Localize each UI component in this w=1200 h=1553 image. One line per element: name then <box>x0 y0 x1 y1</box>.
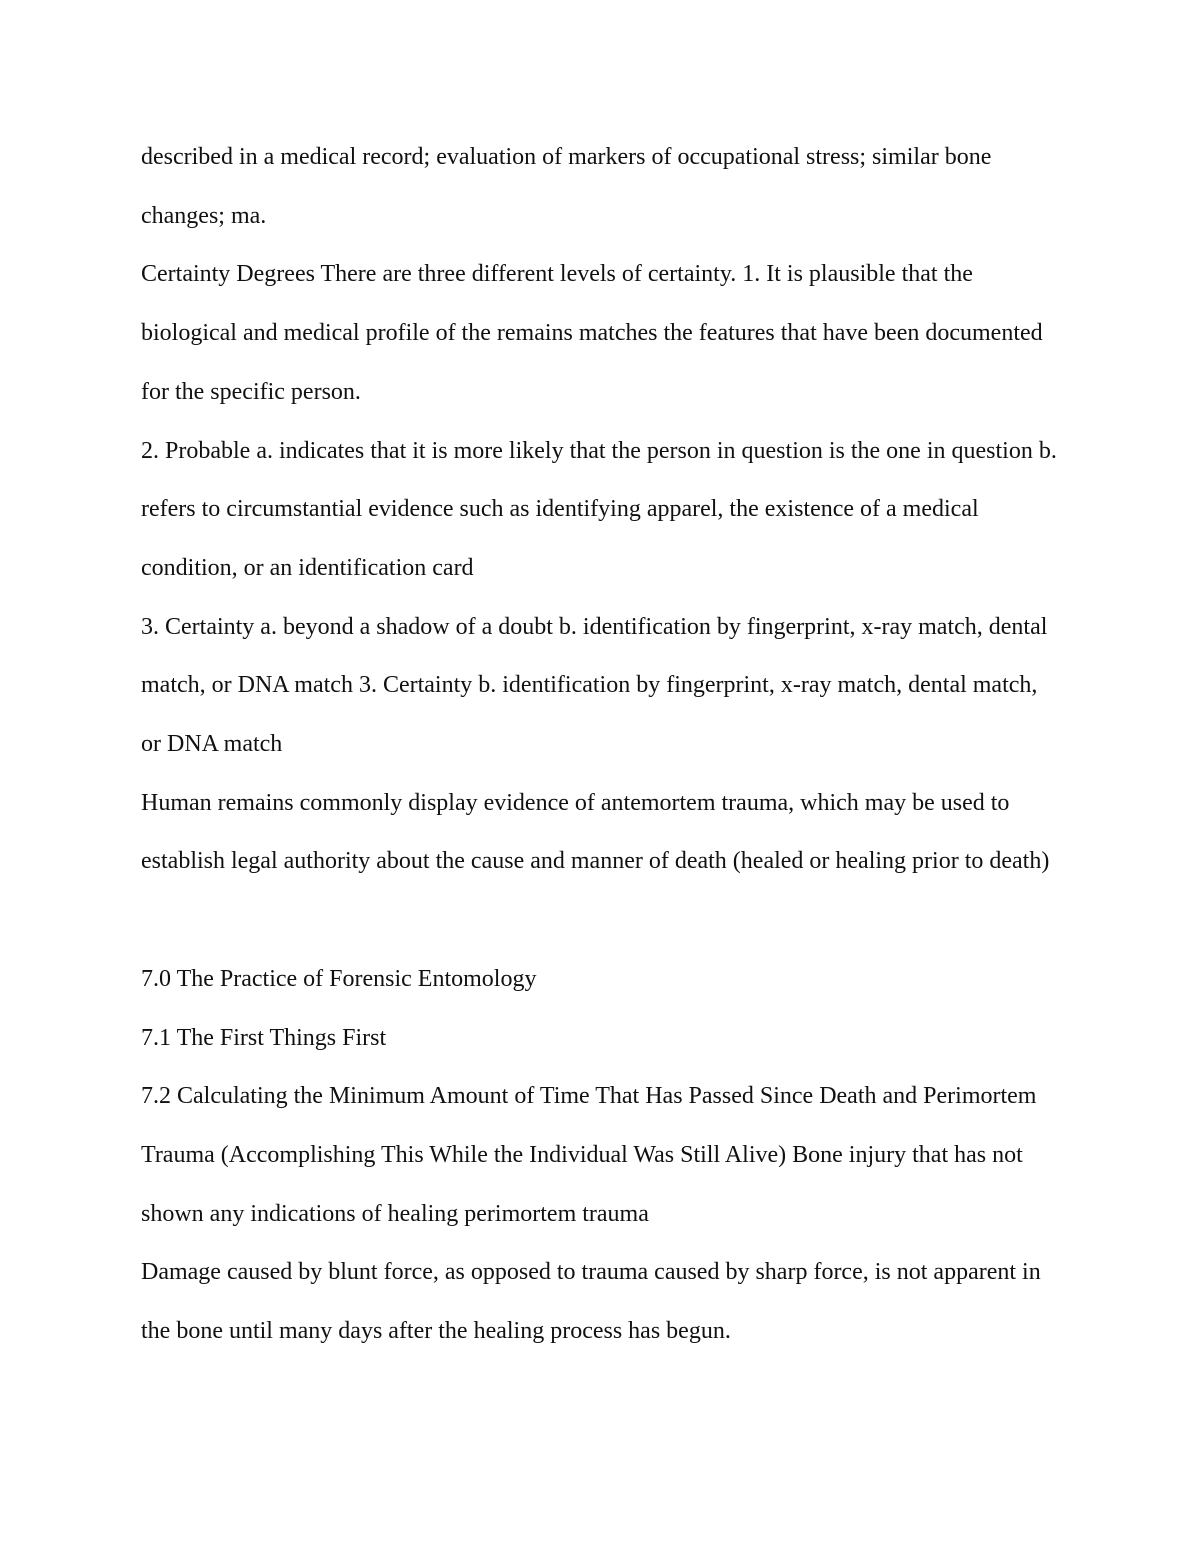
paragraph-certainty-degrees: Certainty Degrees There are three different levels of certainty. 1. It is plausible that the biological and medical profile of the remains matches the features that have been documented for the specific person. <box>141 261 1043 405</box>
paragraph-antemortem-trauma: Human remains commonly display evidence of antemortem trauma, which may be used to establish legal authority about the cause and manner of death (healed or healing prior to death) <box>141 789 1050 875</box>
paragraph-certainty: 3. Certainty a. beyond a shadow of a doubt b. identification by fingerprint, x-ray match, dental match, or DNA match 3. Certainty b. identification by fingerprint, x-ray match, dental match, or DNA match <box>141 613 1048 758</box>
blank-line <box>141 891 1061 950</box>
paragraph-probable: 2. Probable a. indicates that it is more likely that the person in question is the one in question b. refers to circumstantial evidence such as identifying apparel, the existence of a medical condition, or an identification card <box>141 437 1057 581</box>
document-body <box>141 128 1061 1361</box>
paragraph-blunt-force: Damage caused by blunt force, as opposed to trauma caused by sharp force, is not apparent in the bone until many days after the healing process has begun. <box>141 1259 1041 1345</box>
heading-7-2: 7.2 Calculating the Minimum Amount of Time That Has Passed Since Death and Perimortem Trauma (Accomplishing This While the Individual Was Still Alive) Bone injury that has not shown any indications of healing perimortem trauma <box>141 1083 1037 1227</box>
paragraph-occupational-stress: described in a medical record; evaluation of markers of occupational stress; similar bone changes; ma. <box>141 144 992 229</box>
heading-7-0: 7.0 The Practice of Forensic Entomology <box>141 965 537 992</box>
heading-7-1: 7.1 The First Things First <box>141 1024 387 1051</box>
